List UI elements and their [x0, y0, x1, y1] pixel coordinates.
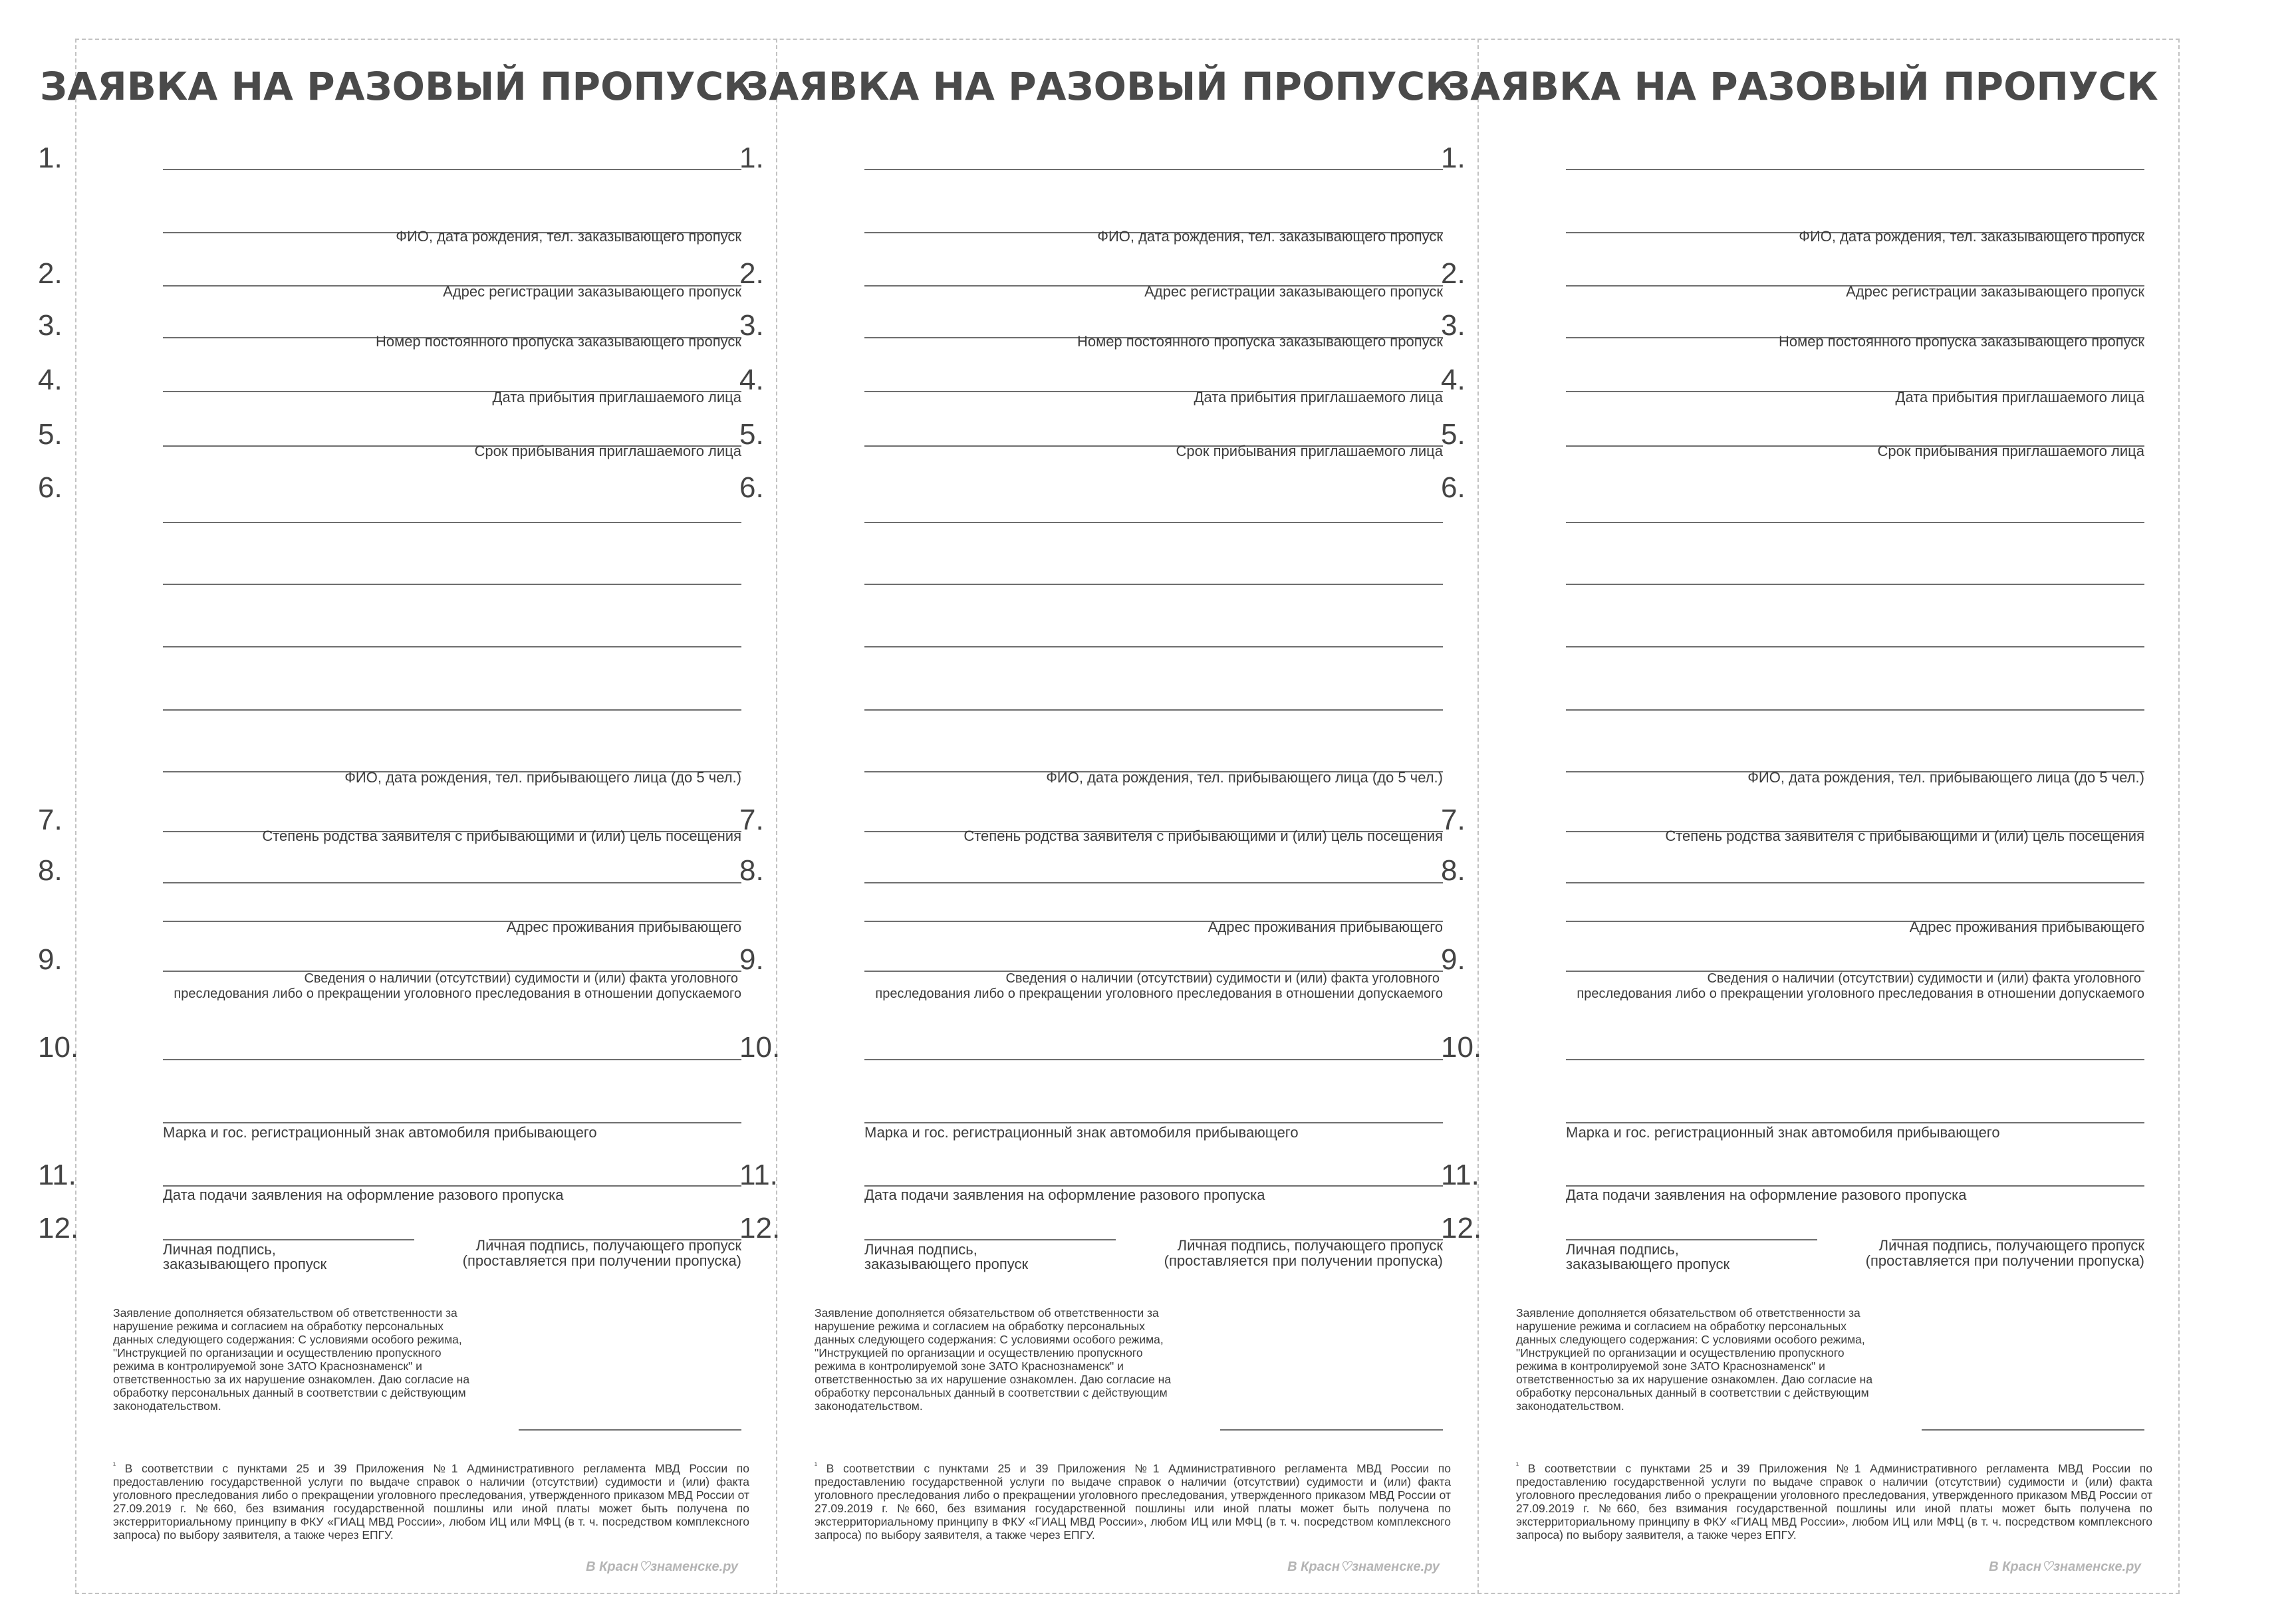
caption-application-date: Дата подачи заявления на оформление разового пропуска: [1566, 1187, 1967, 1203]
field-10-line-2[interactable]: [163, 1122, 741, 1123]
signature-orderer-line[interactable]: [163, 1239, 414, 1240]
caption-relation-purpose: Степень родства заявителя с прибывающими и (или) цель посещения: [963, 828, 1443, 844]
caption-registration-address: Адрес регистрации заказывающего пропуск: [1846, 283, 2144, 300]
footnote-text: В соответствии с пунктами 25 и 39 Приложения №1 Административного регламента МВД России по предоставлению государственной услуги по выдаче справок о наличии (отсутствии) судимости и (или) факта уголовного преследования либо о прекращении уголовного преследования, утвержденного приказом МВД России от 27.09.2019 г. №660, без взимания государственной пошлины или иной платы может быть получена по экстерриториальному принципу в ФКУ «ГИАЦ МВД России», любом ИЦ или МФЦ (в т. ч. посредством комплексного запроса) по выбору заявителя, а также через ЕПГУ.: [1516, 1461, 2152, 1542]
footnote-mark: ¹: [1516, 1460, 1519, 1470]
field-number-2: 2.: [1441, 257, 1466, 290]
caption-signature-receiver-2: (проставляется при получении пропуска): [1865, 1252, 2144, 1269]
field-number-3: 3.: [739, 309, 764, 342]
field-number-11: 11.: [38, 1159, 76, 1191]
caption-permanent-pass-number: Номер постоянного пропуска заказывающего пропуск: [1778, 333, 2144, 350]
footnote-mark: ¹: [815, 1460, 817, 1470]
field-6-line-3[interactable]: [163, 646, 741, 647]
footnote: [113, 1458, 749, 1542]
watermark: В Красн♡знаменске.ру: [1287, 1560, 1440, 1574]
caption-criminal-record-1: Сведения о наличии (отсутствии) судимости и (или) факта уголовного: [1707, 971, 2141, 986]
footnote-mark: ¹: [113, 1460, 116, 1470]
field-number-2: 2.: [38, 257, 63, 290]
field-6-line-4[interactable]: [864, 709, 1443, 711]
caption-stay-duration: Срок прибывания приглашаемого лица: [1877, 443, 2144, 459]
caption-criminal-record-2: преследования либо о прекращении уголовного преследования в отношении допускаемого: [174, 986, 741, 1001]
field-10-line-2[interactable]: [1566, 1122, 2144, 1123]
field-number-10: 10.: [1441, 1031, 1482, 1064]
field-1-line-1[interactable]: [864, 169, 1443, 170]
caption-signature-receiver-1: Личная подпись, получающего пропуск: [1878, 1237, 2144, 1254]
footnote-text: В соответствии с пунктами 25 и 39 Приложения №1 Административного регламента МВД России по предоставлению государственной услуги по выдаче справок о наличии (отсутствии) судимости и (или) факта уголовного преследования либо о прекращении уголовного преследования, утвержденного приказом МВД России от 27.09.2019 г. №660, без взимания государственной пошлины или иной платы может быть получена по экстерриториальному принципу в ФКУ «ГИАЦ МВД России», любом ИЦ или МФЦ (в т. ч. посредством комплексного запроса) по выбору заявителя, а также через ЕПГУ.: [815, 1461, 1451, 1542]
watermark: В Красн♡знаменске.ру: [586, 1560, 738, 1574]
caption-visitors: ФИО, дата рождения, тел. прибывающего лица (до 5 чел.): [1046, 769, 1443, 786]
form-title: ЗАЯВКА НА РАЗОВЫЙ ПРОПУСК: [40, 64, 755, 109]
field-number-1: 1.: [1441, 142, 1466, 174]
field-number-10: 10.: [739, 1031, 781, 1064]
caption-registration-address: Адрес регистрации заказывающего пропуск: [1144, 283, 1443, 300]
field-number-2: 2.: [739, 257, 764, 290]
field-number-6: 6.: [38, 471, 63, 504]
caption-arrival-date: Дата прибытия приглашаемого лица: [492, 389, 741, 405]
field-6-line-4[interactable]: [1566, 709, 2144, 711]
field-number-6: 6.: [739, 471, 764, 504]
caption-criminal-record-2: преследования либо о прекращении уголовного преследования в отношении допускаемого: [875, 986, 1443, 1001]
field-6-line-4[interactable]: [163, 709, 741, 711]
caption-signature-orderer-2: заказывающего пропуск: [864, 1256, 1029, 1272]
caption-arrival-date: Дата прибытия приглашаемого лица: [1895, 389, 2144, 405]
consent-notice: Заявление дополняется обязательством об ответственности за нарушение режима и согласием на обработку персональных данных следующего содержания: С условиями особого режима, "Инструкцией по организации и осуществлению пропускного режима в контролируемой зоне ЗАТО Краснознаменск" и ответственностью за их нарушение ознакомлен. Даю согласие на обработку персональных данный в соответствии с действующим законодательством.: [815, 1306, 1172, 1413]
caption-vehicle: Марка и гос. регистрационный знак автомобиля прибывающего: [1566, 1124, 2000, 1141]
consent-notice: Заявление дополняется обязательством об ответственности за нарушение режима и согласием на обработку персональных данных следующего содержания: С условиями особого режима, "Инструкцией по организации и осуществлению пропускного режима в контролируемой зоне ЗАТО Краснознаменск" и ответственностью за их нарушение ознакомлен. Даю согласие на обработку персональных данный в соответствии с действующим законодательством.: [1516, 1306, 1873, 1413]
field-number-8: 8.: [739, 854, 764, 887]
field-number-12: 12.: [38, 1212, 79, 1244]
field-number-6: 6.: [1441, 471, 1466, 504]
field-number-4: 4.: [739, 364, 764, 396]
field-10-line-1[interactable]: [163, 1059, 741, 1060]
caption-residence-address: Адрес проживания прибывающего: [1208, 919, 1443, 935]
field-number-10: 10.: [38, 1031, 79, 1064]
caption-registration-address: Адрес регистрации заказывающего пропуск: [443, 283, 741, 300]
caption-arrival-date: Дата прибытия приглашаемого лица: [1194, 389, 1443, 405]
field-number-11: 11.: [739, 1159, 778, 1191]
consent-signature-line[interactable]: [1922, 1429, 2144, 1431]
caption-signature-receiver-1: Личная подпись, получающего пропуск: [1177, 1237, 1443, 1254]
field-1-line-1[interactable]: [1566, 169, 2144, 170]
field-6-line-1[interactable]: [163, 522, 741, 523]
caption-stay-duration: Срок прибывания приглашаемого лица: [474, 443, 741, 459]
caption-signature-orderer-1: Личная подпись,: [1566, 1241, 1679, 1258]
field-number-9: 9.: [739, 943, 764, 976]
caption-application-date: Дата подачи заявления на оформление разового пропуска: [864, 1187, 1265, 1203]
field-number-12: 12.: [1441, 1212, 1482, 1244]
field-number-5: 5.: [739, 418, 764, 451]
caption-relation-purpose: Степень родства заявителя с прибывающими и (или) цель посещения: [1665, 828, 2144, 844]
caption-applicant-name: ФИО, дата рождения, тел. заказывающего пропуск: [1097, 228, 1443, 245]
field-8-line-1[interactable]: [163, 882, 741, 883]
caption-vehicle: Марка и гос. регистрационный знак автомобиля прибывающего: [163, 1124, 597, 1141]
field-number-12: 12.: [739, 1212, 781, 1244]
field-number-5: 5.: [38, 418, 63, 451]
signature-orderer-line[interactable]: [1566, 1239, 1817, 1240]
field-number-5: 5.: [1441, 418, 1466, 451]
caption-signature-orderer-2: заказывающего пропуск: [1566, 1256, 1730, 1272]
field-10-line-1[interactable]: [1566, 1059, 2144, 1060]
caption-criminal-record-1: Сведения о наличии (отсутствии) судимости и (или) факта уголовного: [1005, 971, 1440, 986]
field-6-line-2[interactable]: [864, 584, 1443, 585]
footnote: [815, 1458, 1451, 1542]
footnote-text: В соответствии с пунктами 25 и 39 Приложения №1 Административного регламента МВД России по предоставлению государственной услуги по выдаче справок о наличии (отсутствии) судимости и (или) факта уголовного преследования либо о прекращении уголовного преследования, утвержденного приказом МВД России от 27.09.2019 г. №660, без взимания государственной пошлины или иной платы может быть получена по экстерриториальному принципу в ФКУ «ГИАЦ МВД России», любом ИЦ или МФЦ (в т. ч. посредством комплексного запроса) по выбору заявителя, а также через ЕПГУ.: [113, 1461, 749, 1542]
field-number-11: 11.: [1441, 1159, 1479, 1191]
watermark: В Красн♡знаменске.ру: [1989, 1560, 2141, 1574]
caption-application-date: Дата подачи заявления на оформление разового пропуска: [163, 1187, 564, 1203]
field-number-4: 4.: [38, 364, 63, 396]
pass-request-form-2: [702, 0, 1457, 1622]
pass-request-form-3: [1403, 0, 2158, 1622]
caption-criminal-record-1: Сведения о наличии (отсутствии) судимости и (или) факта уголовного: [304, 971, 738, 986]
field-number-3: 3.: [1441, 309, 1466, 342]
caption-relation-purpose: Степень родства заявителя с прибывающими и (или) цель посещения: [262, 828, 741, 844]
field-number-9: 9.: [1441, 943, 1466, 976]
pass-request-form-1: [0, 0, 755, 1622]
form-title: ЗАЯВКА НА РАЗОВЫЙ ПРОПУСК: [1443, 64, 2158, 109]
caption-visitors: ФИО, дата рождения, тел. прибывающего лица (до 5 чел.): [344, 769, 741, 786]
field-number-8: 8.: [1441, 854, 1466, 887]
caption-vehicle: Марка и гос. регистрационный знак автомобиля прибывающего: [864, 1124, 1299, 1141]
caption-signature-orderer-1: Личная подпись,: [864, 1241, 977, 1258]
field-8-line-1[interactable]: [864, 882, 1443, 883]
footnote: [1516, 1458, 2152, 1542]
field-6-line-1[interactable]: [1566, 522, 2144, 523]
caption-applicant-name: ФИО, дата рождения, тел. заказывающего пропуск: [396, 228, 741, 245]
field-6-line-3[interactable]: [864, 646, 1443, 647]
caption-stay-duration: Срок прибывания приглашаемого лица: [1176, 443, 1443, 459]
caption-residence-address: Адрес проживания прибывающего: [506, 919, 741, 935]
field-number-4: 4.: [1441, 364, 1466, 396]
caption-applicant-name: ФИО, дата рождения, тел. заказывающего пропуск: [1799, 228, 2144, 245]
field-number-7: 7.: [739, 804, 764, 836]
caption-signature-orderer-1: Личная подпись,: [163, 1241, 276, 1258]
form-title: ЗАЯВКА НА РАЗОВЫЙ ПРОПУСК: [741, 64, 1457, 109]
caption-signature-receiver-1: Личная подпись, получающего пропуск: [475, 1237, 741, 1254]
consent-notice: Заявление дополняется обязательством об ответственности за нарушение режима и согласием на обработку персональных данных следующего содержания: С условиями особого режима, "Инструкцией по организации и осуществлению пропускного режима в контролируемой зоне ЗАТО Краснознаменск" и ответственностью за их нарушение ознакомлен. Даю согласие на обработку персональных данный в соответствии с действующим законодательством.: [113, 1306, 470, 1413]
caption-signature-orderer-2: заказывающего пропуск: [163, 1256, 327, 1272]
caption-residence-address: Адрес проживания прибывающего: [1909, 919, 2144, 935]
caption-permanent-pass-number: Номер постоянного пропуска заказывающего пропуск: [1077, 333, 1443, 350]
field-6-line-2[interactable]: [1566, 584, 2144, 585]
field-number-9: 9.: [38, 943, 63, 976]
field-10-line-2[interactable]: [864, 1122, 1443, 1123]
field-number-1: 1.: [739, 142, 764, 174]
field-10-line-1[interactable]: [864, 1059, 1443, 1060]
field-1-line-1[interactable]: [163, 169, 741, 170]
field-8-line-1[interactable]: [1566, 882, 2144, 883]
caption-signature-receiver-2: (проставляется при получении пропуска): [462, 1252, 741, 1269]
field-number-3: 3.: [38, 309, 63, 342]
caption-criminal-record-2: преследования либо о прекращении уголовного преследования в отношении допускаемого: [1577, 986, 2144, 1001]
field-6-line-3[interactable]: [1566, 646, 2144, 647]
caption-signature-receiver-2: (проставляется при получении пропуска): [1164, 1252, 1443, 1269]
caption-visitors: ФИО, дата рождения, тел. прибывающего лица (до 5 чел.): [1747, 769, 2144, 786]
field-6-line-1[interactable]: [864, 522, 1443, 523]
field-number-1: 1.: [38, 142, 63, 174]
field-number-7: 7.: [38, 804, 63, 836]
caption-permanent-pass-number: Номер постоянного пропуска заказывающего пропуск: [375, 333, 741, 350]
signature-orderer-line[interactable]: [864, 1239, 1116, 1240]
field-number-7: 7.: [1441, 804, 1466, 836]
field-number-8: 8.: [38, 854, 63, 887]
field-6-line-2[interactable]: [163, 584, 741, 585]
